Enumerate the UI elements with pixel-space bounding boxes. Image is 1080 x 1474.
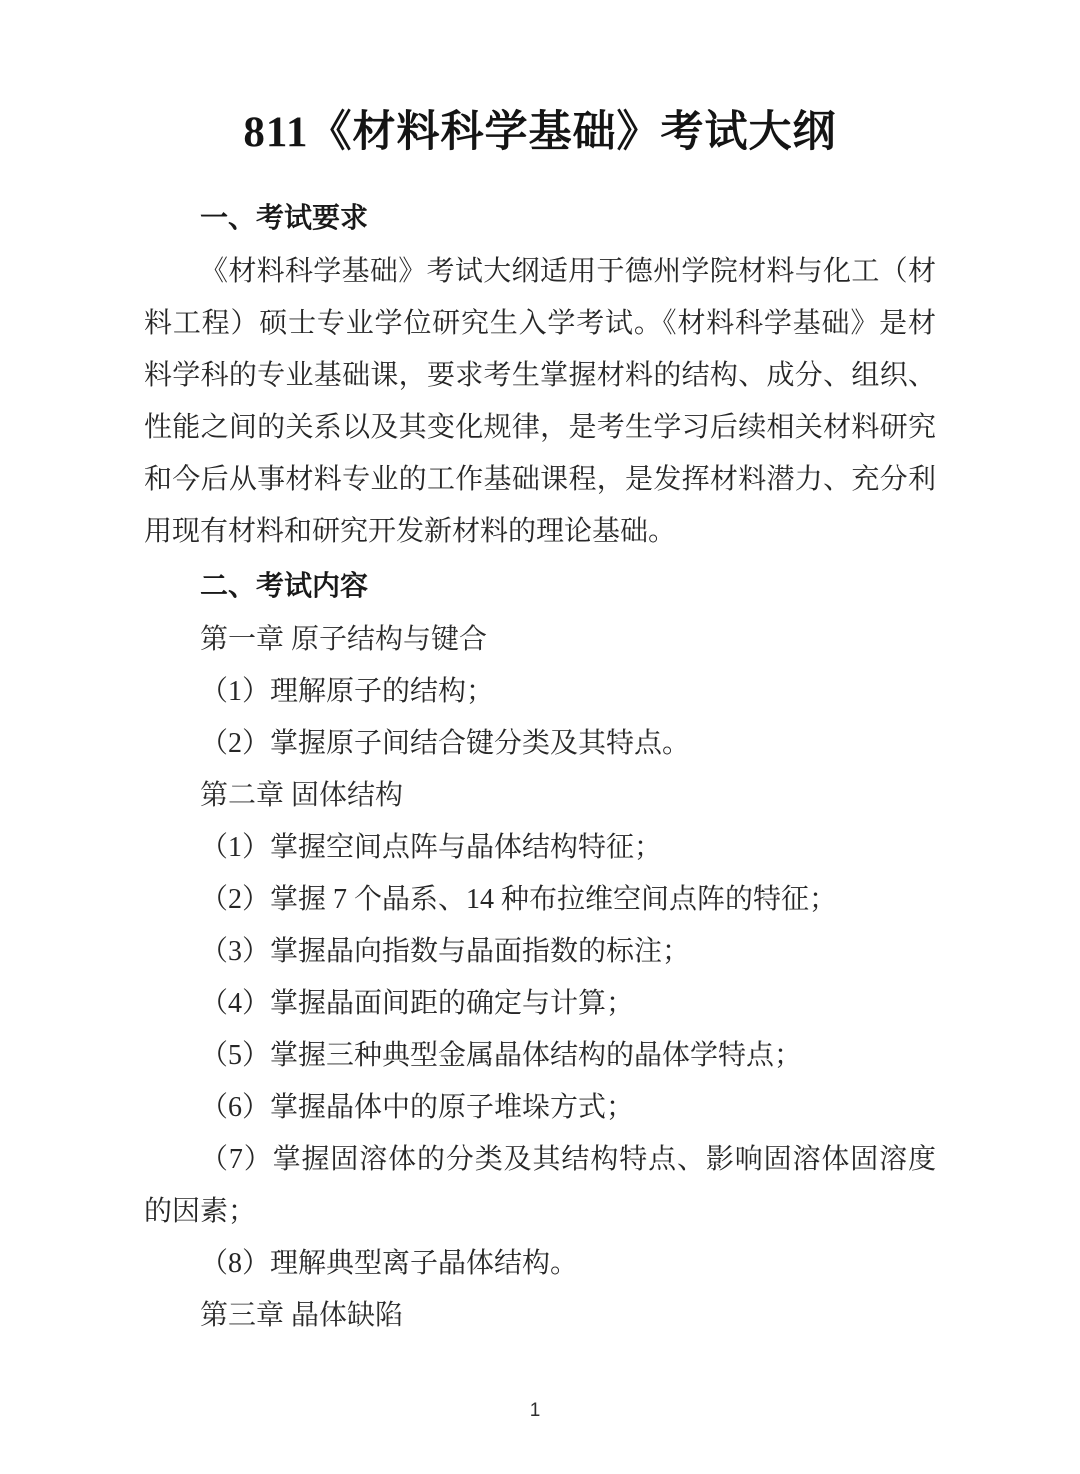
chapter-2-title: 第二章 固体结构 [200, 780, 404, 811]
chapter-2-item-6: （6）掌握晶体中的原子堆垛方式； [200, 1092, 635, 1123]
chapter-2-item-1: （1）掌握空间点阵与晶体结构特征； [200, 832, 663, 863]
section-heading-exam-requirements: 一、考试要求 [200, 202, 369, 233]
chapter-2-item-2: （2）掌握 7 个晶系、14 种布拉维空间点阵的特征； [200, 884, 838, 915]
chapter-1-title: 第一章 原子结构与键合 [200, 624, 488, 655]
chapter-1-item-2: （2）掌握原子间结合键分类及其特点。 [200, 728, 691, 759]
page-number: 1 [529, 1400, 541, 1421]
section-heading-exam-content: 二、考试内容 [200, 570, 369, 601]
document-content [144, 168, 936, 1342]
chapter-3-title: 第三章 晶体缺陷 [200, 1300, 404, 1331]
chapter-2-item-7: （7）掌握固溶体的分类及其结构特点、影响固溶体固溶度的因素； [144, 1144, 936, 1227]
chapter-2-item-4: （4）掌握晶面间距的确定与计算； [200, 988, 635, 1019]
chapter-1-item-1: （1）理解原子的结构； [200, 676, 495, 707]
chapter-2-item-8: （8）理解典型离子晶体结构。 [200, 1248, 579, 1279]
chapter-2-item-3: （3）掌握晶向指数与晶面指数的标注； [200, 936, 691, 967]
chapter-2-item-5: （5）掌握三种典型金属晶体结构的晶体学特点； [200, 1040, 803, 1071]
document-title: 811《材料科学基础》考试大纲 [243, 109, 837, 156]
exam-requirements-paragraph: 《材料科学基础》考试大纲适用于德州学院材料与化工（材料工程）硕士专业学位研究生入学考试。《材料科学基础》是材料学科的专业基础课，要求考生掌握材料的结构、成分、组织、性能之间的关系以及其变化规律，是考生学习后续相关材料研究和今后从事材料专业的工作基础课程，是发挥材料潜力、充分利用现有材料和研究开发新材料的理论基础。 [144, 256, 936, 547]
